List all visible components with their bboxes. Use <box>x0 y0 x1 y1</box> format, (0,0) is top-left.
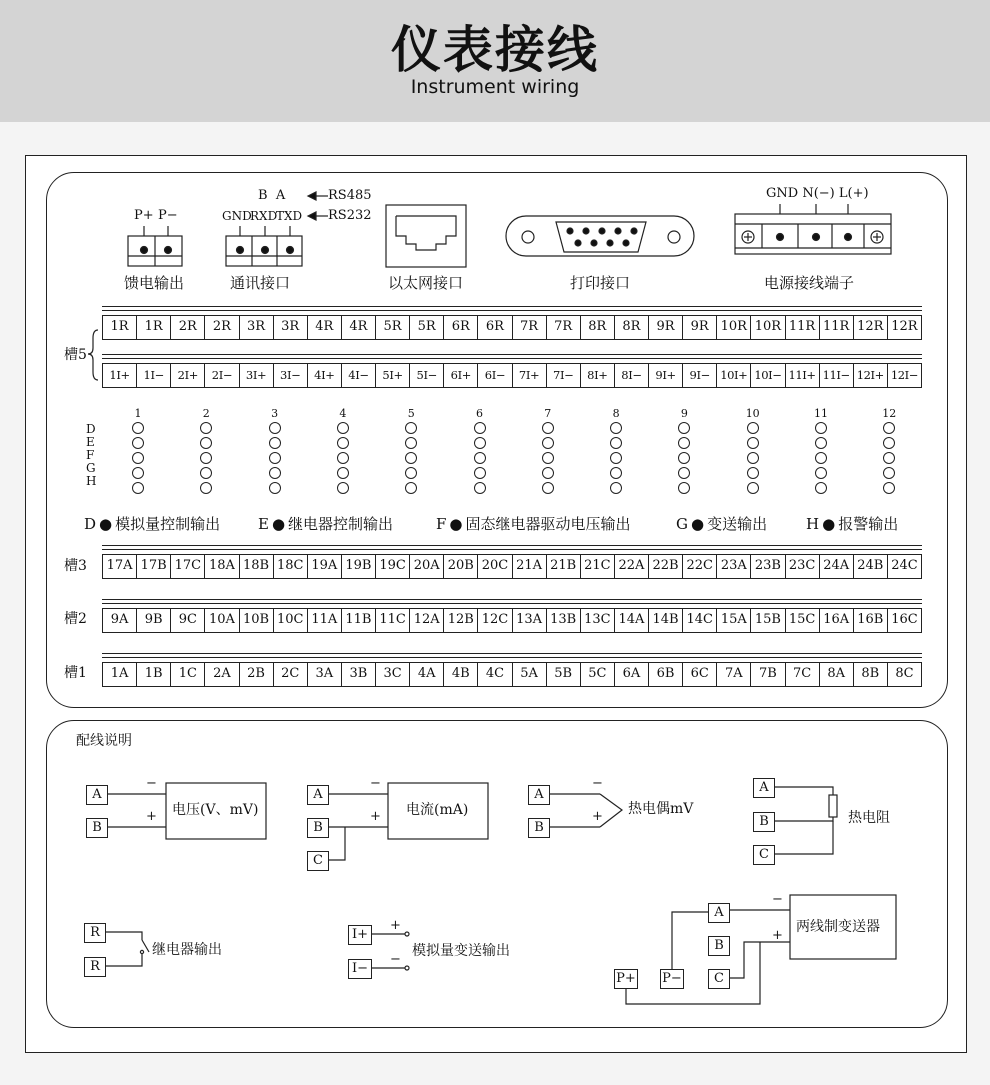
led-indicator <box>883 452 895 464</box>
led-row-letters <box>86 423 96 488</box>
led-column <box>538 408 558 497</box>
rtd-label: 热电阻 <box>848 810 890 826</box>
terminal-cell: 21A <box>513 555 547 578</box>
led-indicator <box>678 422 690 434</box>
terminal-cell: 24A <box>820 555 854 578</box>
terminal-cell: 22A <box>615 555 649 578</box>
terminal-cell: 8B <box>854 663 888 686</box>
terminal-cell: 8I− <box>615 364 649 387</box>
terminal-cell: 11R <box>786 316 820 339</box>
current-plus: + <box>370 809 381 824</box>
led-indicator <box>883 467 895 479</box>
led-indicator <box>474 452 486 464</box>
led-column <box>743 408 763 497</box>
terminal-cell: 6C <box>683 663 717 686</box>
terminal-cell: 11B <box>342 609 376 632</box>
terminal-cell: 9C <box>171 609 205 632</box>
led-indicator <box>132 467 144 479</box>
terminal-cell: 10R <box>717 316 751 339</box>
terminal-cell: 16A <box>820 609 854 632</box>
terminal-cell: 19A <box>308 555 342 578</box>
terminal-cell: 7R <box>513 316 547 339</box>
rs232-label: RS232 <box>328 208 372 223</box>
led-indicator <box>542 467 554 479</box>
terminal-cell: 12R <box>891 319 918 334</box>
terminal-cell: 2I− <box>205 364 239 387</box>
terminal-cell: 20C <box>478 555 512 578</box>
two-wire-terminal-p-plus: P+ <box>614 969 638 989</box>
terminal-cell: 7B <box>751 663 785 686</box>
led-column-number: 11 <box>814 407 828 420</box>
led-indicator <box>610 467 622 479</box>
led-letter-f: F <box>86 448 95 462</box>
led-indicator <box>747 422 759 434</box>
terminal-cell: 11R <box>820 316 854 339</box>
terminal-cell: 8C <box>895 666 914 681</box>
terminal-cell: 10I+ <box>717 364 751 387</box>
relay-terminal-2: R <box>84 957 106 977</box>
led-column-number: 2 <box>202 407 210 420</box>
terminal-cell: 8R <box>581 316 615 339</box>
terminal-cell: 15A <box>717 609 751 632</box>
two-wire-terminal-c: C <box>708 969 730 989</box>
led-indicator <box>269 437 281 449</box>
slot1-label: 槽1 <box>64 665 87 681</box>
voltage-terminal-b: B <box>86 818 108 838</box>
terminal-cell: 4R <box>342 316 376 339</box>
terminal-cell: 10C <box>274 609 308 632</box>
terminal-cell: 7A <box>717 663 751 686</box>
led-indicator <box>200 422 212 434</box>
page-subtitle: Instrument wiring <box>410 76 580 98</box>
led-indicator <box>815 482 827 494</box>
led-indicator <box>678 482 690 494</box>
legend-key: H <box>806 515 820 533</box>
rs485-label: RS485 <box>328 188 372 203</box>
voltage-label: 电压(V、mV) <box>172 802 259 818</box>
power-terminal-label: 电源接线端子 <box>764 274 855 292</box>
legend-key: G <box>676 515 688 533</box>
terminal-cell: 12B <box>444 609 478 632</box>
led-column-number: 10 <box>745 407 760 420</box>
led-column-number: 8 <box>612 407 620 420</box>
printer-port-icon <box>506 216 694 256</box>
led-indicator <box>474 422 486 434</box>
legend-key: D <box>84 515 97 533</box>
terminal-cell: 1R <box>137 316 171 339</box>
terminal-cell: 6B <box>649 663 683 686</box>
led-indicator <box>132 422 144 434</box>
slot3-terminals <box>102 545 922 579</box>
analog-plus: + <box>390 918 401 933</box>
led-column <box>333 408 353 497</box>
thermocouple-label: 热电偶mV <box>628 801 694 817</box>
terminal-cell: 7C <box>786 663 820 686</box>
comm-port-label: 通讯接口 <box>230 274 291 292</box>
terminal-cell: 16B <box>854 609 888 632</box>
led-column <box>128 408 148 497</box>
terminal-cell: 10R <box>751 316 785 339</box>
terminal-cell: 17A <box>103 555 137 578</box>
led-column-number: 5 <box>407 407 415 420</box>
terminal-cell: 2B <box>240 663 274 686</box>
legend-text: 继电器控制输出 <box>288 515 394 533</box>
voltage-plus: + <box>146 809 157 824</box>
terminal-cell: 4R <box>308 316 342 339</box>
led-column <box>674 408 694 497</box>
led-indicator <box>610 437 622 449</box>
feed-output-connector <box>128 226 182 266</box>
led-column-number: 9 <box>680 407 688 420</box>
terminal-cell: 17C <box>171 555 205 578</box>
led-indicator <box>474 467 486 479</box>
led-indicator <box>405 437 417 449</box>
led-indicator <box>200 467 212 479</box>
led-indicator <box>815 452 827 464</box>
terminal-cell: 3I− <box>274 364 308 387</box>
thermocouple-plus: + <box>592 809 603 824</box>
led-indicator <box>883 422 895 434</box>
terminal-cell: 3B <box>342 663 376 686</box>
terminal-cell: 9I− <box>683 364 717 387</box>
led-indicator <box>405 422 417 434</box>
terminal-cell: 5B <box>547 663 581 686</box>
terminal-cell: 2C <box>274 663 308 686</box>
two-wire-minus: − <box>772 892 783 907</box>
rtd-terminal-a: A <box>753 778 775 798</box>
led-indicator <box>815 467 827 479</box>
rs232-txd: TXD <box>276 209 303 223</box>
legend-bullet: ● <box>822 515 836 533</box>
terminal-cell: 6I+ <box>444 364 478 387</box>
led-indicator <box>678 452 690 464</box>
slot3-label: 槽3 <box>64 558 87 574</box>
thermocouple-minus: − <box>592 776 603 791</box>
led-indicator <box>678 467 690 479</box>
terminal-cell: 4A <box>410 663 444 686</box>
two-wire-label: 两线制变送器 <box>796 919 880 935</box>
terminal-cell: 2R <box>205 316 239 339</box>
terminal-cell: 23A <box>717 555 751 578</box>
feed-output-label: 馈电输出 <box>124 274 185 292</box>
rs485-terminals: B A <box>258 188 286 203</box>
terminal-cell: 13B <box>547 609 581 632</box>
terminal-cell: 11I+ <box>786 364 820 387</box>
terminal-cell: 24B <box>854 555 888 578</box>
terminal-cell: 6A <box>615 663 649 686</box>
terminal-cell: 10I− <box>751 364 785 387</box>
current-terminal-a: A <box>307 785 329 805</box>
legend-text: 变送输出 <box>707 515 768 533</box>
legend-item <box>676 515 767 533</box>
terminal-cell: 5A <box>513 663 547 686</box>
terminal-cell: 24C <box>891 558 918 573</box>
led-indicator <box>405 452 417 464</box>
ethernet-port-icon <box>386 205 466 267</box>
led-indicator <box>815 422 827 434</box>
led-indicator <box>200 437 212 449</box>
slot1-terminals <box>102 653 922 687</box>
terminal-cell: 4C <box>478 663 512 686</box>
terminal-cell: 15B <box>751 609 785 632</box>
terminal-cell: 13C <box>581 609 615 632</box>
led-indicator <box>200 452 212 464</box>
terminal-cell: 14B <box>649 609 683 632</box>
power-terminal-names: GND N(−) L(+) <box>766 186 869 201</box>
led-indicator <box>610 482 622 494</box>
led-indicator <box>678 437 690 449</box>
slot2-terminals <box>102 599 922 633</box>
terminal-cell: 3R <box>274 316 308 339</box>
voltage-minus: − <box>146 776 157 791</box>
current-minus: − <box>370 776 381 791</box>
terminal-cell: 16C <box>891 612 918 627</box>
legend-bullet: ● <box>690 515 705 533</box>
terminal-cell: 7I+ <box>513 364 547 387</box>
legend-key: E <box>258 515 269 533</box>
terminal-cell: 1R <box>103 316 137 339</box>
led-indicator <box>610 422 622 434</box>
terminal-cell: 8I+ <box>581 364 615 387</box>
led-column-number: 4 <box>339 407 347 420</box>
led-column <box>196 408 216 497</box>
led-indicator <box>883 437 895 449</box>
terminal-cell: 9R <box>649 316 683 339</box>
terminal-cell: 21B <box>547 555 581 578</box>
terminal-cell: 20B <box>444 555 478 578</box>
terminal-cell: 3A <box>308 663 342 686</box>
terminal-cell: 1C <box>171 663 205 686</box>
legend-text: 固态继电器驱动电压输出 <box>465 515 631 533</box>
led-indicator <box>269 422 281 434</box>
terminal-cell: 5C <box>581 663 615 686</box>
led-indicator <box>269 467 281 479</box>
two-wire-plus: + <box>772 928 783 943</box>
rs232-rxd: RXD <box>250 209 278 223</box>
led-indicator <box>337 452 349 464</box>
terminal-cell: 8R <box>615 316 649 339</box>
led-indicator <box>405 482 417 494</box>
terminal-cell: 7R <box>547 316 581 339</box>
led-indicator <box>474 482 486 494</box>
led-column-number: 6 <box>476 407 483 420</box>
current-terminal-c: C <box>307 851 329 871</box>
led-column-number: 12 <box>882 407 897 420</box>
terminal-cell: 14C <box>683 609 717 632</box>
terminal-cell: 9B <box>137 609 171 632</box>
terminal-cell: 20A <box>410 555 444 578</box>
terminal-cell: 2I+ <box>171 364 205 387</box>
terminal-cell: 17B <box>137 555 171 578</box>
led-indicator <box>269 452 281 464</box>
terminal-cell: 7I− <box>547 364 581 387</box>
thermocouple-terminal-b: B <box>528 818 550 838</box>
legend-item <box>436 515 631 533</box>
two-wire-terminal-b: B <box>708 936 730 956</box>
legend-bullet: ● <box>271 515 286 533</box>
terminal-cell: 5I− <box>410 364 444 387</box>
slot5-label: 槽5 <box>64 347 87 363</box>
rtd-terminal-c: C <box>753 845 775 865</box>
slot5-row-i <box>102 354 922 388</box>
led-column-number: 1 <box>134 407 142 420</box>
led-letter-h: H <box>86 474 97 488</box>
terminal-cell: 10A <box>205 609 239 632</box>
terminal-cell: 22C <box>683 555 717 578</box>
legend-item <box>258 515 393 533</box>
led-indicator <box>815 437 827 449</box>
legend-bullet: ● <box>449 515 463 533</box>
analog-minus: − <box>390 952 401 967</box>
terminal-cell: 3R <box>240 316 274 339</box>
led-indicator <box>610 452 622 464</box>
led-column <box>879 408 899 497</box>
printer-label: 打印接口 <box>570 274 631 292</box>
terminal-cell: 6R <box>478 316 512 339</box>
led-indicator <box>542 452 554 464</box>
analog-label: 模拟量变送输出 <box>412 943 510 959</box>
terminal-cell: 5R <box>376 316 410 339</box>
terminal-cell: 5R <box>410 316 444 339</box>
terminal-cell: 22B <box>649 555 683 578</box>
page-title: 仪表接线 <box>391 21 599 79</box>
terminal-cell: 12R <box>854 316 888 339</box>
terminal-cell: 23B <box>751 555 785 578</box>
legend-text: 模拟量控制输出 <box>115 515 221 533</box>
terminal-cell: 9R <box>683 316 717 339</box>
analog-terminal-plus: I+ <box>348 925 372 945</box>
terminal-cell: 2A <box>205 663 239 686</box>
led-indicator <box>542 437 554 449</box>
terminal-cell: 19B <box>342 555 376 578</box>
terminal-cell: 12A <box>410 609 444 632</box>
led-indicator <box>337 422 349 434</box>
current-label: 电流(mA) <box>406 802 469 818</box>
terminal-cell: 18A <box>205 555 239 578</box>
terminal-cell: 9I+ <box>649 364 683 387</box>
led-column-number: 3 <box>271 407 279 420</box>
led-column-number: 7 <box>544 407 552 420</box>
terminal-cell: 3C <box>376 663 410 686</box>
terminal-cell: 15C <box>786 609 820 632</box>
terminal-cell: 1I− <box>137 364 171 387</box>
terminal-cell: 18B <box>240 555 274 578</box>
terminal-cell: 21C <box>581 555 615 578</box>
wiring-panel <box>46 720 948 1028</box>
led-letter-e: E <box>86 435 95 449</box>
terminal-cell: 11C <box>376 609 410 632</box>
feed-terminal-p-plus: P+ <box>134 208 154 223</box>
led-indicator <box>200 482 212 494</box>
legend-text: 报警输出 <box>838 515 899 533</box>
power-terminal-block <box>735 204 891 254</box>
led-indicator <box>747 467 759 479</box>
terminal-cell: 12I+ <box>854 364 888 387</box>
terminal-cell: 9A <box>103 609 137 632</box>
legend-bullet: ● <box>99 515 113 533</box>
terminal-cell: 4B <box>444 663 478 686</box>
terminal-cell: 14A <box>615 609 649 632</box>
legend-key: F <box>436 515 447 533</box>
terminal-cell: 23C <box>786 555 820 578</box>
voltage-terminal-a: A <box>86 785 108 805</box>
led-indicator <box>747 482 759 494</box>
rtd-terminal-b: B <box>753 812 775 832</box>
led-indicator <box>747 437 759 449</box>
terminal-cell: 19C <box>376 555 410 578</box>
led-indicator <box>337 467 349 479</box>
led-indicator <box>337 437 349 449</box>
led-indicator <box>269 482 281 494</box>
terminal-cell: 8A <box>820 663 854 686</box>
ethernet-label: 以太网接口 <box>388 274 464 292</box>
terminal-cell: 12I− <box>890 368 919 382</box>
terminal-cell: 3I+ <box>240 364 274 387</box>
slot2-label: 槽2 <box>64 611 87 627</box>
terminal-cell: 12C <box>478 609 512 632</box>
led-indicator <box>132 452 144 464</box>
wiring-title: 配线说明 <box>76 733 132 749</box>
led-indicator <box>132 482 144 494</box>
terminal-cell: 11I− <box>820 364 854 387</box>
relay-terminal-1: R <box>84 923 106 943</box>
terminal-cell: 18C <box>274 555 308 578</box>
thermocouple-terminal-a: A <box>528 785 550 805</box>
analog-terminal-minus: I− <box>348 959 372 979</box>
terminal-cell: 4I− <box>342 364 376 387</box>
led-indicator <box>542 422 554 434</box>
led-column <box>470 408 490 497</box>
current-terminal-b: B <box>307 818 329 838</box>
slot5-row-r <box>102 306 922 340</box>
terminal-cell: 2R <box>171 316 205 339</box>
led-indicator <box>337 482 349 494</box>
terminal-cell: 6R <box>444 316 478 339</box>
led-indicator <box>883 482 895 494</box>
led-letter-d: D <box>86 422 96 436</box>
terminal-cell: 13A <box>513 609 547 632</box>
terminal-cell: 1I+ <box>103 364 137 387</box>
relay-label: 继电器输出 <box>152 942 222 958</box>
rs232-gnd: GND <box>222 209 252 223</box>
led-column <box>811 408 831 497</box>
terminal-cell: 10B <box>240 609 274 632</box>
terminal-cell: 5I+ <box>376 364 410 387</box>
led-column <box>606 408 626 497</box>
terminal-cell: 4I+ <box>308 364 342 387</box>
led-letter-g: G <box>86 461 96 475</box>
terminal-cell: 1A <box>103 663 137 686</box>
legend-item <box>84 515 220 533</box>
terminal-cell: 6I− <box>478 364 512 387</box>
led-column <box>265 408 285 497</box>
led-indicator <box>474 437 486 449</box>
terminal-cell: 11A <box>308 609 342 632</box>
led-indicator <box>132 437 144 449</box>
led-indicator <box>405 467 417 479</box>
feed-terminal-p-minus: P− <box>158 208 178 223</box>
two-wire-terminal-a: A <box>708 903 730 923</box>
led-indicator <box>542 482 554 494</box>
led-indicator <box>747 452 759 464</box>
terminal-cell: 1B <box>137 663 171 686</box>
legend-item <box>806 515 898 533</box>
led-column <box>401 408 421 497</box>
two-wire-terminal-p-minus: P− <box>660 969 684 989</box>
